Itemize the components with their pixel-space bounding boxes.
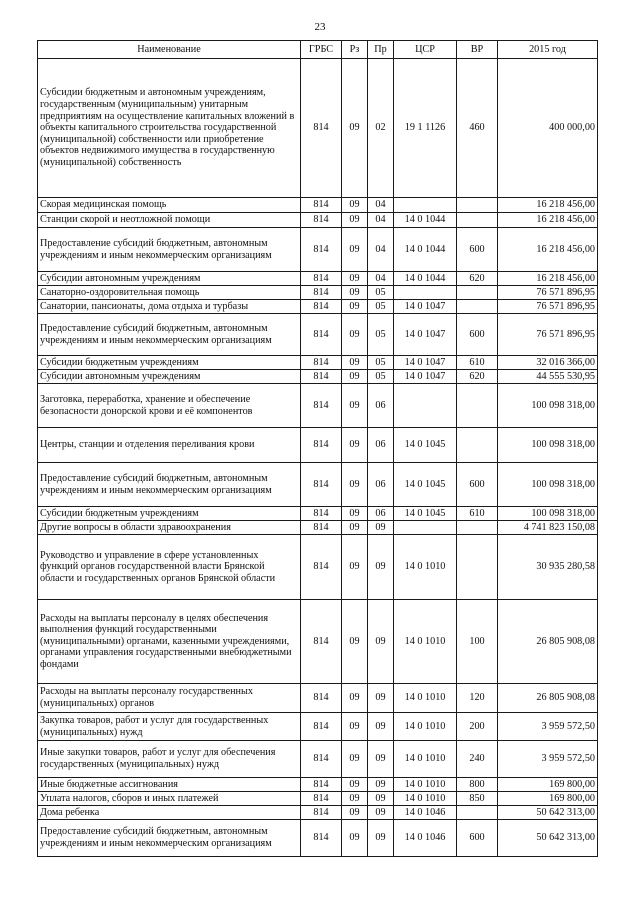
row-grbs-cell: 814 [301, 792, 342, 806]
row-grbs-cell: 814 [301, 356, 342, 370]
row-amount-cell: 100 098 318,00 [498, 507, 598, 521]
table-row [38, 684, 598, 713]
row-vr-cell: 600 [457, 820, 498, 857]
row-rz-cell: 09 [342, 198, 368, 213]
row-csr-cell: 14 0 1046 [394, 806, 457, 820]
header-name: Наименование [38, 41, 301, 59]
table-row [38, 792, 598, 806]
table-row [38, 741, 598, 778]
row-vr-cell [457, 300, 498, 314]
header-csr: ЦСР [394, 41, 457, 59]
row-vr-cell: 610 [457, 356, 498, 370]
row-csr-cell [394, 384, 457, 428]
row-amount-cell: 50 642 313,00 [498, 806, 598, 820]
row-name-cell: Предоставление субсидий бюджетным, автономным учреждениям и иным некоммерческим организациям [38, 463, 301, 507]
row-pr-cell: 02 [368, 59, 394, 198]
row-vr-cell [457, 521, 498, 535]
row-amount-cell: 100 098 318,00 [498, 384, 598, 428]
table-row [38, 300, 598, 314]
row-vr-cell [457, 384, 498, 428]
row-csr-cell: 14 0 1010 [394, 600, 457, 684]
row-vr-cell [457, 428, 498, 463]
row-rz-cell: 09 [342, 535, 368, 600]
row-csr-cell: 14 0 1010 [394, 684, 457, 713]
row-grbs-cell: 814 [301, 428, 342, 463]
row-grbs-cell: 814 [301, 684, 342, 713]
row-vr-cell: 620 [457, 272, 498, 286]
table-row [38, 59, 598, 198]
row-vr-cell [457, 198, 498, 213]
row-csr-cell [394, 521, 457, 535]
row-rz-cell: 09 [342, 356, 368, 370]
row-name-cell: Субсидии автономным учреждениям [38, 370, 301, 384]
row-pr-cell: 09 [368, 778, 394, 792]
row-grbs-cell: 814 [301, 463, 342, 507]
row-pr-cell: 05 [368, 356, 394, 370]
table-row [38, 820, 598, 857]
row-rz-cell: 09 [342, 463, 368, 507]
row-name-cell: Субсидии бюджетным учреждениям [38, 356, 301, 370]
row-vr-cell [457, 286, 498, 300]
row-rz-cell: 09 [342, 713, 368, 741]
row-amount-cell: 16 218 456,00 [498, 198, 598, 213]
row-pr-cell: 06 [368, 507, 394, 521]
row-amount-cell: 16 218 456,00 [498, 213, 598, 228]
row-grbs-cell: 814 [301, 741, 342, 778]
row-grbs-cell: 814 [301, 300, 342, 314]
row-name-cell: Станции скорой и неотложной помощи [38, 213, 301, 228]
row-grbs-cell: 814 [301, 521, 342, 535]
row-grbs-cell: 814 [301, 314, 342, 356]
row-rz-cell: 09 [342, 778, 368, 792]
row-vr-cell [457, 806, 498, 820]
row-csr-cell: 14 0 1010 [394, 741, 457, 778]
row-grbs-cell: 814 [301, 507, 342, 521]
table-row [38, 428, 598, 463]
table-row [38, 600, 598, 684]
row-amount-cell: 100 098 318,00 [498, 463, 598, 507]
row-vr-cell: 620 [457, 370, 498, 384]
row-grbs-cell: 814 [301, 370, 342, 384]
row-name-cell: Заготовка, переработка, хранение и обеспечение безопасности донорской крови и её компонентов [38, 384, 301, 428]
row-vr-cell [457, 535, 498, 600]
row-amount-cell: 3 959 572,50 [498, 713, 598, 741]
table-row [38, 356, 598, 370]
row-pr-cell: 09 [368, 713, 394, 741]
row-name-cell: Закупка товаров, работ и услуг для государственных (муниципальных) нужд [38, 713, 301, 741]
row-name-cell: Иные бюджетные ассигнования [38, 778, 301, 792]
row-pr-cell: 09 [368, 600, 394, 684]
row-rz-cell: 09 [342, 228, 368, 272]
row-csr-cell: 19 1 1126 [394, 59, 457, 198]
row-name-cell: Руководство и управление в сфере установленных функций органов государственной власти Брянской области и государственных органов Брянской области [38, 535, 301, 600]
row-amount-cell: 76 571 896,95 [498, 300, 598, 314]
row-vr-cell [457, 213, 498, 228]
row-csr-cell: 14 0 1010 [394, 535, 457, 600]
row-pr-cell: 06 [368, 384, 394, 428]
row-csr-cell: 14 0 1045 [394, 428, 457, 463]
row-grbs-cell: 814 [301, 778, 342, 792]
table-body [38, 59, 598, 857]
table-row [38, 314, 598, 356]
row-vr-cell: 600 [457, 228, 498, 272]
row-grbs-cell: 814 [301, 713, 342, 741]
row-csr-cell: 14 0 1045 [394, 463, 457, 507]
row-grbs-cell: 814 [301, 384, 342, 428]
row-pr-cell: 05 [368, 286, 394, 300]
table-row [38, 507, 598, 521]
table-row [38, 535, 598, 600]
row-vr-cell: 200 [457, 713, 498, 741]
row-pr-cell: 05 [368, 370, 394, 384]
table-row [38, 521, 598, 535]
row-grbs-cell: 814 [301, 59, 342, 198]
row-pr-cell: 09 [368, 806, 394, 820]
row-pr-cell: 04 [368, 228, 394, 272]
row-rz-cell: 09 [342, 370, 368, 384]
row-amount-cell: 400 000,00 [498, 59, 598, 198]
row-grbs-cell: 814 [301, 535, 342, 600]
table-row [38, 713, 598, 741]
row-grbs-cell: 814 [301, 600, 342, 684]
row-rz-cell: 09 [342, 286, 368, 300]
row-name-cell: Расходы на выплаты персоналу государственных (муниципальных) органов [38, 684, 301, 713]
row-pr-cell: 09 [368, 535, 394, 600]
budget-table [37, 40, 598, 857]
row-rz-cell: 09 [342, 384, 368, 428]
row-vr-cell: 100 [457, 600, 498, 684]
row-csr-cell: 14 0 1045 [394, 507, 457, 521]
row-name-cell: Уплата налогов, сборов и иных платежей [38, 792, 301, 806]
table-row [38, 778, 598, 792]
row-csr-cell: 14 0 1047 [394, 314, 457, 356]
row-grbs-cell: 814 [301, 272, 342, 286]
row-rz-cell: 09 [342, 684, 368, 713]
row-csr-cell [394, 198, 457, 213]
row-name-cell: Предоставление субсидий бюджетным, автономным учреждениям и иным некоммерческим организациям [38, 820, 301, 857]
row-rz-cell: 09 [342, 59, 368, 198]
row-csr-cell [394, 286, 457, 300]
row-rz-cell: 09 [342, 314, 368, 356]
row-csr-cell: 14 0 1010 [394, 778, 457, 792]
row-rz-cell: 09 [342, 272, 368, 286]
row-pr-cell: 09 [368, 684, 394, 713]
row-pr-cell: 06 [368, 428, 394, 463]
row-grbs-cell: 814 [301, 228, 342, 272]
row-amount-cell: 76 571 896,95 [498, 286, 598, 300]
row-vr-cell: 120 [457, 684, 498, 713]
row-rz-cell: 09 [342, 806, 368, 820]
row-name-cell: Предоставление субсидий бюджетным, автономным учреждениям и иным некоммерческим организациям [38, 228, 301, 272]
row-amount-cell: 26 805 908,08 [498, 600, 598, 684]
row-grbs-cell: 814 [301, 198, 342, 213]
row-csr-cell: 14 0 1047 [394, 356, 457, 370]
table-row [38, 384, 598, 428]
header-vr: ВР [457, 41, 498, 59]
table-header-row [38, 41, 598, 59]
row-csr-cell: 14 0 1044 [394, 213, 457, 228]
row-amount-cell: 26 805 908,08 [498, 684, 598, 713]
row-amount-cell: 169 800,00 [498, 792, 598, 806]
row-amount-cell: 100 098 318,00 [498, 428, 598, 463]
row-vr-cell: 610 [457, 507, 498, 521]
row-name-cell: Скорая медицинская помощь [38, 198, 301, 213]
row-pr-cell: 06 [368, 463, 394, 507]
row-rz-cell: 09 [342, 600, 368, 684]
table-row [38, 228, 598, 272]
row-amount-cell: 50 642 313,00 [498, 820, 598, 857]
row-rz-cell: 09 [342, 428, 368, 463]
row-rz-cell: 09 [342, 521, 368, 535]
table-row [38, 286, 598, 300]
row-rz-cell: 09 [342, 792, 368, 806]
row-csr-cell: 14 0 1010 [394, 792, 457, 806]
row-name-cell: Иные закупки товаров, работ и услуг для обеспечения государственных (муниципальных) нужд [38, 741, 301, 778]
row-csr-cell: 14 0 1047 [394, 300, 457, 314]
row-rz-cell: 09 [342, 820, 368, 857]
header-grbs: ГРБС [301, 41, 342, 59]
row-name-cell: Расходы на выплаты персоналу в целях обеспечения выполнения функций государственными (муниципальными) органами, казенными учреждениями, органами управления государственными внебюджетными фондами [38, 600, 301, 684]
row-amount-cell: 16 218 456,00 [498, 228, 598, 272]
row-amount-cell: 30 935 280,58 [498, 535, 598, 600]
row-pr-cell: 04 [368, 272, 394, 286]
row-grbs-cell: 814 [301, 806, 342, 820]
page-number: 23 [314, 21, 326, 33]
row-name-cell: Санатории, пансионаты, дома отдыха и турбазы [38, 300, 301, 314]
row-grbs-cell: 814 [301, 820, 342, 857]
row-csr-cell: 14 0 1046 [394, 820, 457, 857]
header-pr: Пр [368, 41, 394, 59]
row-name-cell: Дома ребенка [38, 806, 301, 820]
row-vr-cell: 850 [457, 792, 498, 806]
row-pr-cell: 04 [368, 198, 394, 213]
row-name-cell: Субсидии бюджетным и автономным учреждениям, государственным (муниципальным) унитарным предприятиям на осуществление капитальных вложений в объекты капитального строительства государственной (муниципальной) собственности или приобретение объектов недвижимого имущества в государственную (муниципальной) собственность [38, 59, 301, 198]
row-rz-cell: 09 [342, 741, 368, 778]
row-csr-cell: 14 0 1010 [394, 713, 457, 741]
row-amount-cell: 3 959 572,50 [498, 741, 598, 778]
row-name-cell: Субсидии автономным учреждениям [38, 272, 301, 286]
row-vr-cell: 460 [457, 59, 498, 198]
table-row [38, 370, 598, 384]
row-amount-cell: 32 016 366,00 [498, 356, 598, 370]
row-name-cell: Предоставление субсидий бюджетным, автономным учреждениям и иным некоммерческим организациям [38, 314, 301, 356]
row-name-cell: Центры, станции и отделения переливания крови [38, 428, 301, 463]
row-name-cell: Субсидии бюджетным учреждениям [38, 507, 301, 521]
row-amount-cell: 16 218 456,00 [498, 272, 598, 286]
row-pr-cell: 05 [368, 314, 394, 356]
header-year: 2015 год [498, 41, 598, 59]
row-grbs-cell: 814 [301, 286, 342, 300]
row-csr-cell: 14 0 1044 [394, 272, 457, 286]
row-vr-cell: 600 [457, 463, 498, 507]
row-amount-cell: 44 555 530,95 [498, 370, 598, 384]
table-row [38, 463, 598, 507]
table-row [38, 806, 598, 820]
row-amount-cell: 76 571 896,95 [498, 314, 598, 356]
header-rz: Рз [342, 41, 368, 59]
row-rz-cell: 09 [342, 213, 368, 228]
table-row [38, 198, 598, 213]
row-amount-cell: 4 741 823 150,08 [498, 521, 598, 535]
row-grbs-cell: 814 [301, 213, 342, 228]
row-rz-cell: 09 [342, 507, 368, 521]
table-row [38, 213, 598, 228]
row-pr-cell: 09 [368, 521, 394, 535]
row-vr-cell: 600 [457, 314, 498, 356]
row-rz-cell: 09 [342, 300, 368, 314]
row-vr-cell: 800 [457, 778, 498, 792]
row-csr-cell: 14 0 1047 [394, 370, 457, 384]
row-amount-cell: 169 800,00 [498, 778, 598, 792]
row-name-cell: Санаторно-оздоровительная помощь [38, 286, 301, 300]
row-pr-cell: 04 [368, 213, 394, 228]
row-pr-cell: 09 [368, 741, 394, 778]
row-vr-cell: 240 [457, 741, 498, 778]
row-name-cell: Другие вопросы в области здравоохранения [38, 521, 301, 535]
row-pr-cell: 09 [368, 792, 394, 806]
row-csr-cell: 14 0 1044 [394, 228, 457, 272]
row-pr-cell: 09 [368, 820, 394, 857]
table-row [38, 272, 598, 286]
row-pr-cell: 05 [368, 300, 394, 314]
